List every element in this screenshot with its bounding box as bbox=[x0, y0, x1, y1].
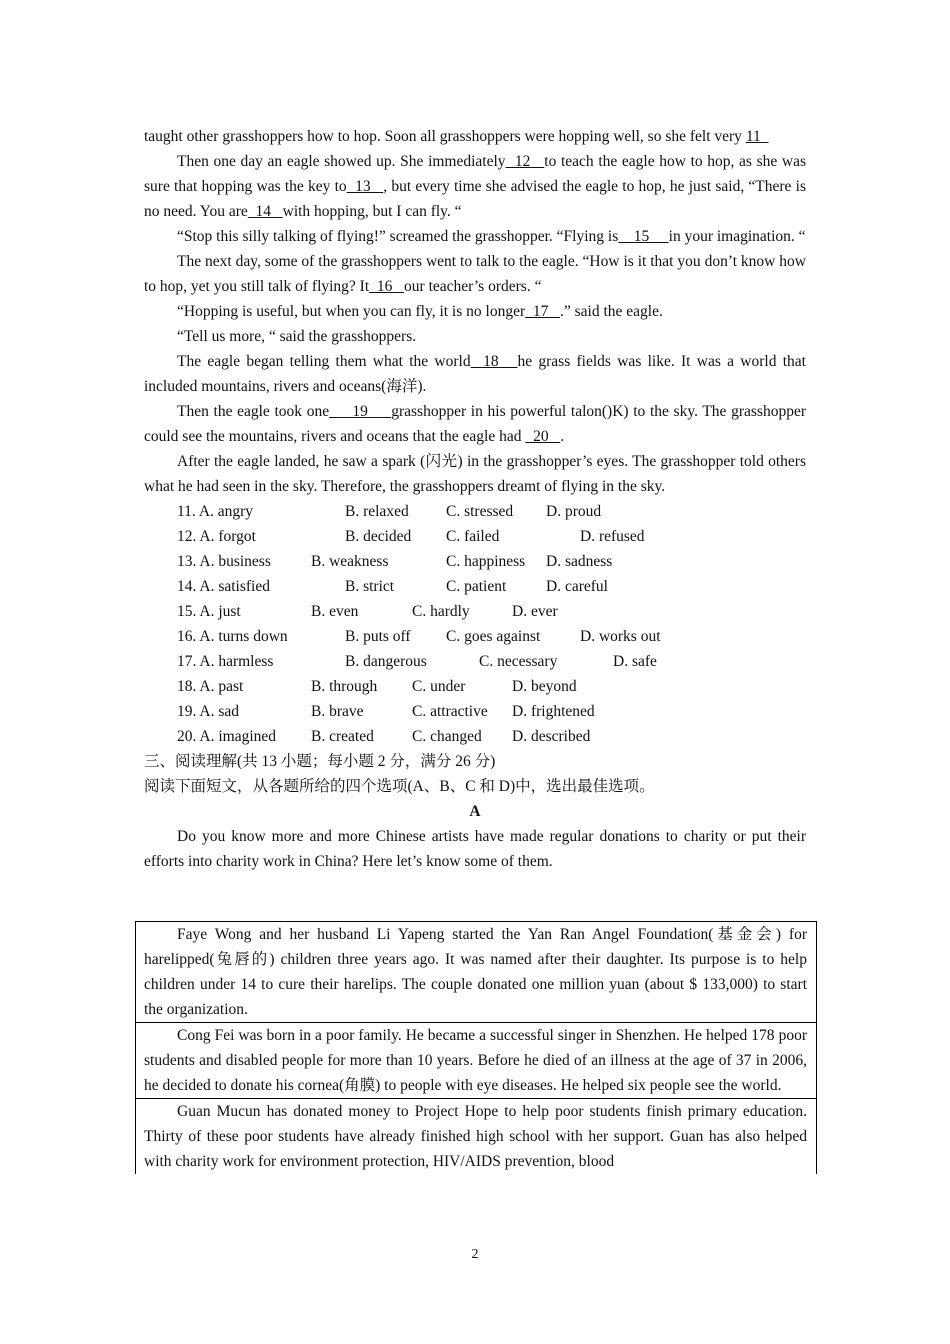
option-c: C. necessary bbox=[479, 653, 558, 670]
option-b: B. dangerous bbox=[345, 653, 427, 670]
option-b: B. through bbox=[311, 678, 378, 695]
option-c: C. under bbox=[412, 678, 466, 695]
table-cell-text: Guan Mucun has donated money to Project Hope to help poor students finish primary education. Thirty of these poor students have already finished high school with her support. Guan has also helped with charity work for environment protection, HIV/AIDS prevention, blood bbox=[144, 1103, 807, 1170]
option-row-18 bbox=[144, 674, 806, 699]
option-row-19 bbox=[144, 699, 806, 724]
text: The next day, some of the grasshoppers went to talk to the eagle. “How is it that you don’t know how to hop, yet you still talk of flying? It bbox=[144, 253, 806, 295]
option-d: D. beyond bbox=[512, 678, 577, 695]
option-d: D. careful bbox=[546, 578, 608, 595]
blank-17: 17 bbox=[525, 303, 560, 320]
option-row-13 bbox=[144, 549, 806, 574]
option-c: C. attractive bbox=[412, 703, 488, 720]
passage-title: A bbox=[469, 803, 481, 820]
option-d: D. works out bbox=[580, 628, 661, 645]
option-c: C. stressed bbox=[446, 503, 514, 520]
section-instruction: 阅读下面短文，从各题所给的四个选项(A、B、C 和 D)中，选出最佳选项。 bbox=[144, 778, 655, 795]
option-row-11 bbox=[144, 499, 806, 524]
table-row bbox=[136, 922, 816, 1023]
option-b: B. relaxed bbox=[345, 503, 409, 520]
text: Then one day an eagle showed up. She immediately bbox=[177, 153, 506, 170]
paragraph bbox=[144, 224, 806, 249]
blank-14: 14 bbox=[247, 203, 283, 220]
text: taught other grasshoppers how to hop. Soon all grasshoppers were hopping well, so she felt very bbox=[144, 128, 746, 145]
option-a: 14. A. satisfied bbox=[177, 578, 270, 595]
text: The eagle began telling them what the world bbox=[177, 353, 471, 370]
table-cell-text: Faye Wong and her husband Li Yapeng started the Yan Ran Angel Foundation(基金会) for harelipped(兔唇的) children three years ago. It was named after their daughter. Its purpose is to help children under 14 to cure their harelips. The couple donated one million yuan (about $ 133,000) to start the organization. bbox=[144, 926, 807, 1018]
paragraph bbox=[144, 124, 806, 149]
option-a: 13. A. business bbox=[177, 553, 271, 570]
blank-19: 19 bbox=[329, 403, 392, 420]
blank-15: 15 bbox=[618, 228, 669, 245]
option-d: D. ever bbox=[512, 603, 558, 620]
option-d: D. proud bbox=[546, 503, 602, 520]
option-a: 17. A. harmless bbox=[177, 653, 274, 670]
blank-11: 11 bbox=[745, 128, 769, 145]
paragraph: “Tell us more, “ said the grasshoppers. bbox=[177, 328, 417, 345]
table-cell-text: Cong Fei was born in a poor family. He became a successful singer in Shenzhen. He helped 178 poor students and disabled people for more than 10 years. Before he died of an illness at the age of 37 in 2006, he decided to donate his cornea(角膜) to people with eye diseases. He helped six people see the world. bbox=[144, 1027, 807, 1094]
option-b: B. strict bbox=[345, 578, 395, 595]
text: . bbox=[560, 428, 565, 445]
option-row-16 bbox=[144, 624, 806, 649]
paragraph bbox=[144, 249, 806, 299]
option-a: 16. A. turns down bbox=[177, 628, 288, 645]
text: to teach the eagle how to hop, as she was sure that hopping was the key to bbox=[144, 153, 807, 195]
option-a: 12. A. forgot bbox=[177, 528, 256, 545]
table-row bbox=[136, 1023, 816, 1099]
text: .” said the eagle. bbox=[560, 303, 663, 320]
option-a: 11. A. angry bbox=[177, 503, 254, 520]
passage-intro: Do you know more and more Chinese artists have made regular donations to charity or put their efforts into charity work in China? Here let’s know some of them. bbox=[144, 828, 806, 870]
option-c: C. hardly bbox=[412, 603, 470, 620]
options-list bbox=[144, 499, 806, 749]
option-d: D. safe bbox=[613, 653, 657, 670]
option-c: C. failed bbox=[446, 528, 500, 545]
paragraph bbox=[144, 399, 806, 449]
option-a: 15. A. just bbox=[177, 603, 241, 620]
text: , but every time she advised the eagle to hop, he just said, “There is no need. You are bbox=[144, 178, 806, 220]
option-row-15 bbox=[144, 599, 806, 624]
blank-13: 13 bbox=[346, 178, 384, 195]
text: grasshopper in his powerful talon()K) to the sky. The grasshopper could see the mountains, rivers and oceans that the eagle had bbox=[144, 403, 806, 445]
option-b: B. brave bbox=[311, 703, 364, 720]
option-c: C. happiness bbox=[446, 553, 526, 570]
option-row-12 bbox=[144, 524, 806, 549]
option-b: B. weakness bbox=[311, 553, 389, 570]
page-number: 2 bbox=[471, 1247, 479, 1262]
blank-20: 20 bbox=[525, 428, 561, 445]
paragraph bbox=[144, 299, 806, 324]
blank-18: 18 bbox=[470, 353, 518, 370]
option-c: C. patient bbox=[446, 578, 507, 595]
blank-12: 12 bbox=[505, 153, 545, 170]
option-d: D. refused bbox=[580, 528, 645, 545]
table-row bbox=[136, 1099, 816, 1174]
text: “Hopping is useful, but when you can fly, it is no longer bbox=[177, 303, 526, 320]
blank-16: 16 bbox=[369, 278, 405, 295]
option-d: D. frightened bbox=[512, 703, 595, 720]
text: he grass fields was like. It was a world that included mountains, rivers and oceans(海洋). bbox=[144, 353, 806, 395]
option-b: B. puts off bbox=[345, 628, 411, 645]
artists-table bbox=[135, 921, 817, 1174]
paragraph: After the eagle landed, he saw a spark (闪光) in the grasshopper’s eyes. The grasshopper told others what he had seen in the sky. Therefore, the grasshoppers dreamt of flying in the sky. bbox=[144, 453, 806, 495]
text: in your imagination. “ bbox=[668, 228, 806, 245]
option-b: B. decided bbox=[345, 528, 412, 545]
text: “Stop this silly talking of flying!” screamed the grasshopper. “Flying is bbox=[177, 228, 619, 245]
option-a: 19. A. sad bbox=[177, 703, 239, 720]
text: our teacher’s orders. “ bbox=[404, 278, 542, 295]
paragraph bbox=[144, 349, 806, 399]
paragraph bbox=[144, 149, 806, 224]
option-row-14 bbox=[144, 574, 806, 599]
option-d: D. described bbox=[512, 728, 591, 745]
option-b: B. even bbox=[311, 603, 359, 620]
section-heading: 三、阅读理解(共 13 小题；每小题 2 分，满分 26 分) bbox=[144, 753, 496, 770]
option-d: D. sadness bbox=[546, 553, 613, 570]
option-a: 18. A. past bbox=[177, 678, 244, 695]
option-c: C. changed bbox=[412, 728, 482, 745]
text: with hopping, but I can fly. “ bbox=[282, 203, 462, 220]
text: Then the eagle took one bbox=[177, 403, 330, 420]
option-b: B. created bbox=[311, 728, 374, 745]
document-body bbox=[144, 124, 806, 874]
option-c: C. goes against bbox=[446, 628, 541, 645]
option-a: 20. A. imagined bbox=[177, 728, 277, 745]
option-row-17 bbox=[144, 649, 806, 674]
option-row-20 bbox=[144, 724, 806, 749]
